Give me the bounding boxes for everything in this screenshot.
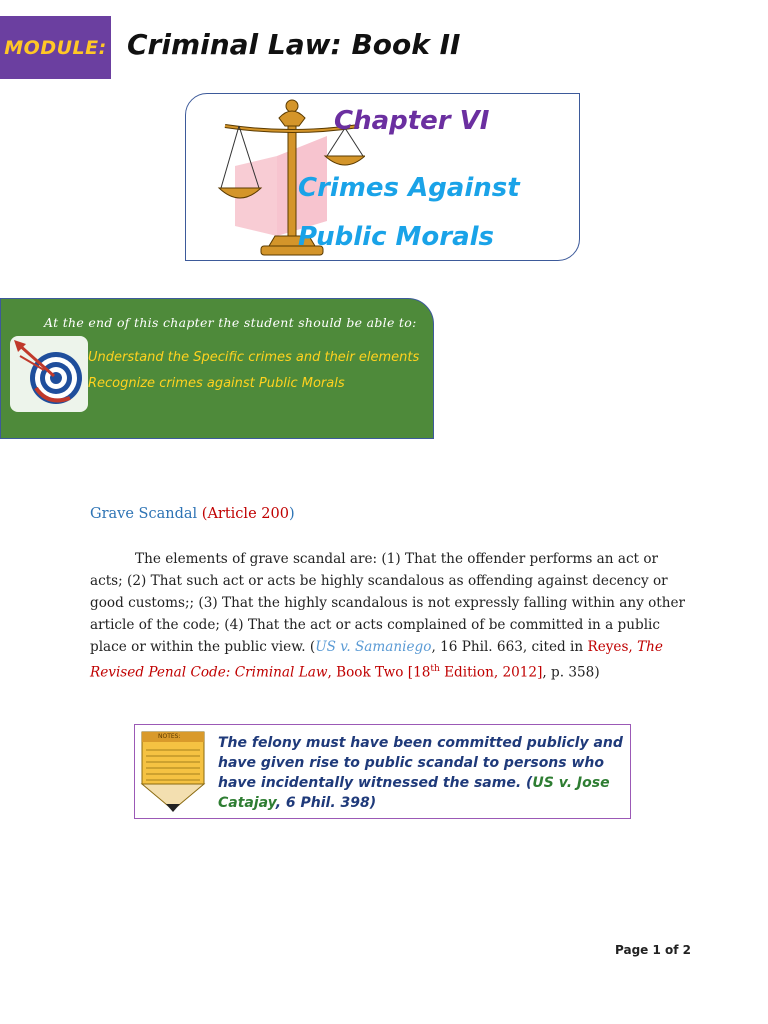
case-cite-text: , 16 Phil. 663, cited in [431, 639, 588, 655]
section-heading [90, 506, 295, 522]
module-badge [0, 16, 111, 79]
notes-label: NOTES: [158, 733, 181, 740]
section-heading-title: Grave Scandal [90, 506, 198, 522]
note-body: The felony must have been committed publicly and have given rise to public scandal to persons who have incidentally witnessed the same. ( [218, 735, 623, 791]
reference-title: The Revised Penal Code: Criminal Law [90, 639, 663, 681]
note-text [218, 733, 623, 813]
note-case-name: US v. Jose Catajay [218, 775, 610, 811]
target-icon [10, 336, 88, 412]
module-title: Criminal Law: Book II [127, 28, 461, 61]
article-reference: Article 200 [207, 506, 289, 522]
objective-item-2: Recognize crimes against Public Morals [88, 376, 345, 391]
paragraph-text: The elements of grave scandal are: (1) That the offender performs an act or acts; (2) That such act or acts be highly scandalous as offending against decency or good customs;; (3) That the highly scandalous is not expressly falling within any other article of the code; (4) That the act or acts complained of be committed in a public place or within the public view. ( [90, 551, 686, 655]
page-number: Page 1 of 2 [615, 943, 691, 957]
objective-item-1: Understand the Specific crimes and their elements [88, 350, 420, 365]
heading-paren-close: ) [288, 506, 295, 522]
case-citation-link: US v. Samaniego [315, 639, 432, 655]
note-cite: , 6 Phil. 398) [275, 795, 377, 811]
reference-book: , Book Two [18 [327, 664, 431, 681]
reference-edition: Edition, 2012] [439, 664, 543, 681]
reference-superscript: th [430, 664, 440, 674]
elements-paragraph [90, 548, 690, 684]
chapter-number: Chapter VI [334, 106, 490, 136]
objectives-heading: At the end of this chapter the student should be able to: [44, 315, 417, 330]
heading-paren-open: ( [197, 506, 208, 522]
notes-pencil-icon [140, 730, 206, 814]
module-badge-label: MODULE: [4, 36, 107, 59]
reference-page: , p. 358) [542, 664, 600, 681]
reference-author: Reyes, [587, 639, 638, 655]
chapter-title: Crimes Against Public Morals [298, 173, 520, 252]
